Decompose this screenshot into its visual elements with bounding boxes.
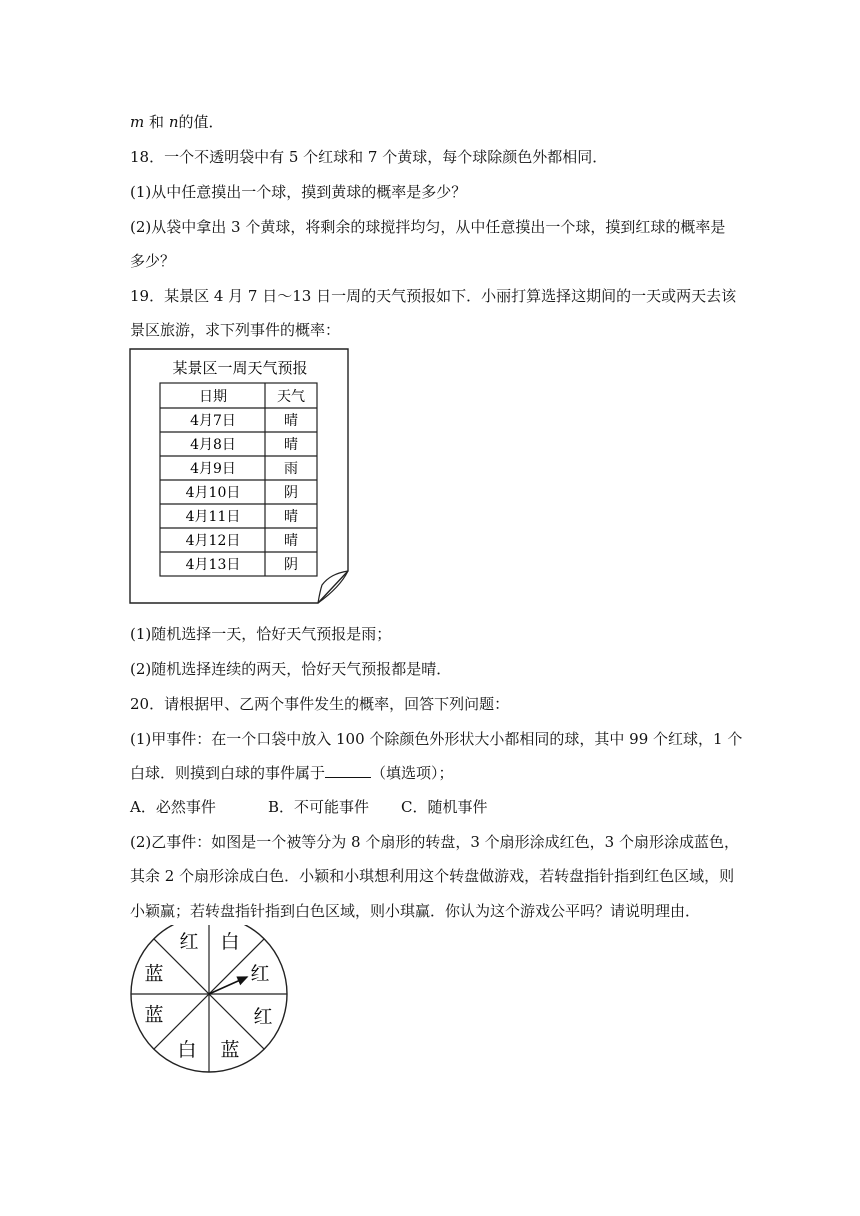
q20-part1-suffix: （填选项）； xyxy=(371,764,454,782)
row-weather: 晴 xyxy=(284,437,298,453)
sector-label: 红 xyxy=(253,1006,273,1028)
row-weather: 晴 xyxy=(284,413,298,429)
q17-tail xyxy=(130,112,224,132)
q20-options xyxy=(130,797,487,817)
sector-label: 蓝 xyxy=(220,1039,240,1061)
option-b: B．不可能事件 xyxy=(268,798,370,816)
sector-label: 白 xyxy=(177,1039,197,1061)
q20-part1-line2 xyxy=(130,763,454,783)
row-weather: 雨 xyxy=(284,461,298,477)
text-rest: 的值． xyxy=(178,113,224,131)
spinner-diagram xyxy=(129,925,291,1079)
q19-part2: (2)随机选择连续的两天，恰好天气预报都是晴． xyxy=(130,660,452,678)
row-date: 4月13日 xyxy=(185,557,241,573)
row-date: 4月11日 xyxy=(185,509,241,525)
row-date: 4月9日 xyxy=(190,461,236,477)
option-c: C．随机事件 xyxy=(401,798,488,816)
answer-blank xyxy=(325,763,371,778)
q18-part2-line1: (2)从袋中拿出 3 个黄球，将剩余的球搅拌均匀，从中任意摸出一个球，摸到红球的概率是 xyxy=(130,218,726,236)
q19-part1: (1)随机选择一天，恰好天气预报是雨； xyxy=(130,625,392,643)
row-date: 4月7日 xyxy=(190,413,236,429)
row-weather: 晴 xyxy=(284,509,298,525)
header-weather: 天气 xyxy=(277,389,305,405)
q18-part1: (1)从中任意摸出一个球，摸到黄球的概率是多少？ xyxy=(130,183,467,201)
row-weather: 晴 xyxy=(284,533,298,549)
q20-stem: 20．请根据甲、乙两个事件发生的概率，回答下列问题： xyxy=(130,695,510,713)
option-a: A．必然事件 xyxy=(130,798,216,816)
q20-part2-line2: 其余 2 个扇形涂成白色．小颖和小琪想利用这个转盘做游戏，若转盘指针指到红色区域，则 xyxy=(130,867,735,885)
sector-label: 红 xyxy=(179,931,199,953)
sector-label: 红 xyxy=(250,963,270,985)
row-weather: 阴 xyxy=(284,485,298,501)
q18-part2-line2: 多少？ xyxy=(130,252,176,270)
q18-stem: 18．一个不透明袋中有 5 个红球和 7 个黄球，每个球除颜色外都相同． xyxy=(130,148,608,166)
sector-label: 蓝 xyxy=(144,1004,164,1026)
card-title: 某景区一周天气预报 xyxy=(172,359,308,377)
spinner-pointer xyxy=(209,977,247,994)
row-date: 4月10日 xyxy=(185,485,241,501)
var-m: m xyxy=(130,113,145,131)
sector-label: 白 xyxy=(220,931,240,953)
q20-part1-line1: (1)甲事件：在一个口袋中放入 100 个除颜色外形状大小都相同的球，其中 99 个红球，1 个 xyxy=(130,730,743,748)
q20-part1-text: 白球．则摸到白球的事件属于 xyxy=(130,764,326,782)
row-weather: 阴 xyxy=(284,557,298,573)
q19-stem-line1: 19．某景区 4 月 7 日～13 日一周的天气预报如下．小丽打算选择这期间的一天或两天去该 xyxy=(130,287,737,305)
row-date: 4月12日 xyxy=(185,533,241,549)
q19-stem-line2: 景区旅游，求下列事件的概率： xyxy=(130,321,341,339)
row-date: 4月8日 xyxy=(190,437,236,453)
var-n: n xyxy=(168,113,179,131)
q20-part2-line3: 小颖赢；若转盘指针指到白色区域，则小琪赢．你认为这个游戏公平吗？请说明理由． xyxy=(130,902,701,920)
q20-part2-line1: (2)乙事件：如图是一个被等分为 8 个扇形的转盘，3 个扇形涂成红色，3 个扇形涂成蓝色， xyxy=(130,833,739,851)
header-date: 日期 xyxy=(199,389,227,405)
text-and: 和 xyxy=(149,113,165,131)
sector-label: 蓝 xyxy=(144,963,164,985)
weather-forecast-card xyxy=(128,347,352,607)
